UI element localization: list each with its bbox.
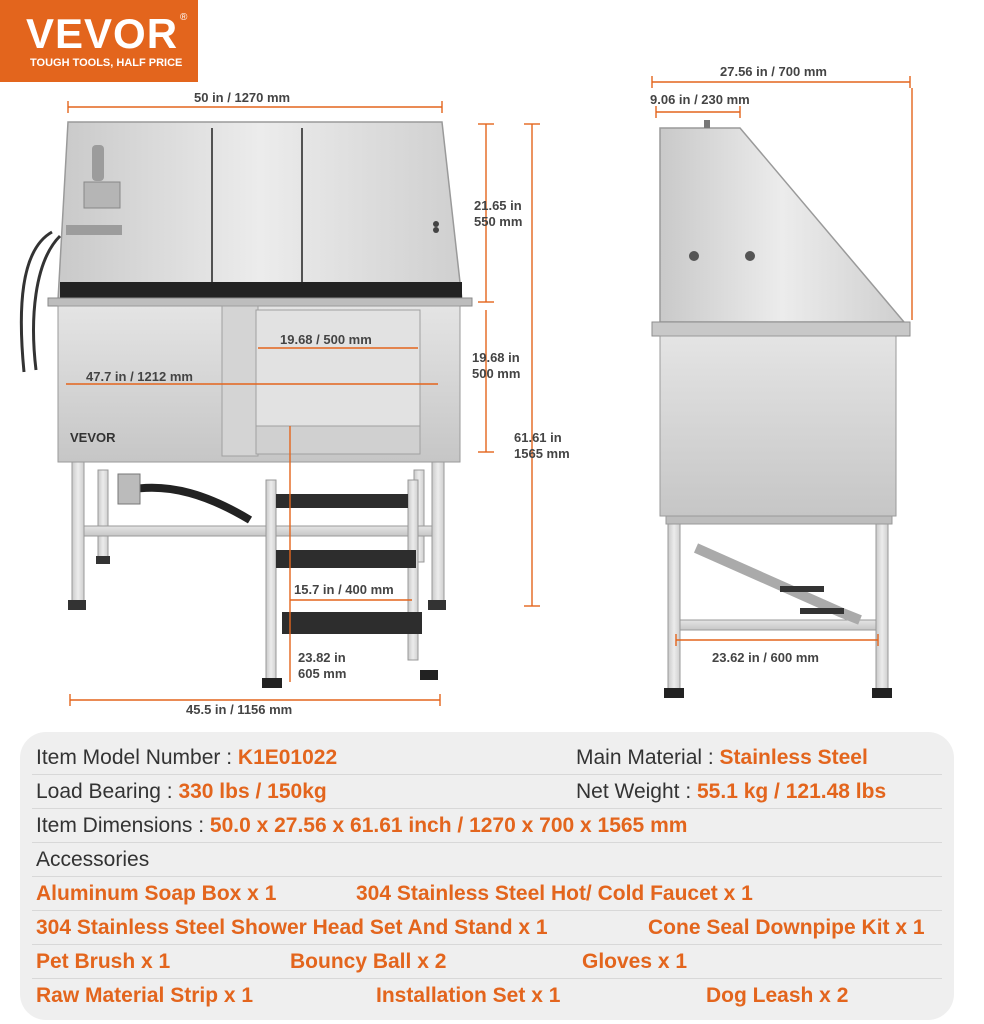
spec-dimensions-label: Item Dimensions : bbox=[36, 814, 210, 837]
dim-door-height-in: 19.68 in bbox=[472, 350, 520, 365]
spec-load-label: Load Bearing : bbox=[36, 780, 179, 803]
specs-panel bbox=[20, 732, 954, 1020]
accessory-item: Dog Leash x 2 bbox=[706, 984, 849, 1007]
spec-weight-label: Net Weight : bbox=[576, 780, 697, 803]
divider bbox=[32, 978, 942, 979]
dim-upper-height-mm: 550 mm bbox=[474, 214, 523, 229]
accessory-item: Aluminum Soap Box x 1 bbox=[36, 882, 277, 905]
spec-weight-value: 55.1 kg / 121.48 lbs bbox=[697, 780, 887, 803]
accessory-item: 304 Stainless Steel Hot/ Cold Faucet x 1 bbox=[356, 882, 753, 905]
accessories-heading: Accessories bbox=[36, 848, 150, 871]
dim-side-depth: 27.56 in / 700 mm bbox=[720, 64, 827, 79]
accessory-item: Cone Seal Downpipe Kit x 1 bbox=[648, 916, 925, 939]
dim-total-height-mm: 1565 mm bbox=[514, 446, 570, 461]
spec-material-value: Stainless Steel bbox=[719, 746, 868, 769]
divider bbox=[32, 774, 942, 775]
spec-load bbox=[36, 780, 327, 804]
divider bbox=[32, 910, 942, 911]
divider bbox=[32, 876, 942, 877]
divider bbox=[32, 808, 942, 809]
tub-panel-brand: VEVOR bbox=[70, 430, 116, 445]
dim-step-height-in: 23.82 in bbox=[298, 650, 346, 665]
dim-door-width: 19.68 / 500 mm bbox=[280, 332, 372, 347]
dim-leg-depth: 23.62 in / 600 mm bbox=[712, 650, 819, 665]
spec-model bbox=[36, 746, 337, 770]
logo-registered-mark: ® bbox=[180, 12, 188, 23]
spec-load-value: 330 lbs / 150kg bbox=[178, 780, 327, 803]
dim-base-width: 45.5 in / 1156 mm bbox=[186, 702, 293, 717]
logo-brand: VEVOR bbox=[26, 10, 179, 57]
dim-top-width: 50 in / 1270 mm bbox=[194, 90, 291, 105]
dim-total-height-in: 61.61 in bbox=[514, 430, 562, 445]
divider bbox=[32, 944, 942, 945]
spec-dimensions bbox=[36, 814, 687, 838]
divider bbox=[32, 842, 942, 843]
accessory-item: Pet Brush x 1 bbox=[36, 950, 171, 973]
dim-side-top-depth: 9.06 in / 230 mm bbox=[650, 92, 750, 107]
spec-model-label: Item Model Number : bbox=[36, 746, 238, 769]
front-view bbox=[21, 101, 540, 706]
side-view bbox=[652, 76, 912, 698]
accessory-item: Raw Material Strip x 1 bbox=[36, 984, 254, 1007]
dim-step-height-mm: 605 mm bbox=[298, 666, 347, 681]
spec-material-label: Main Material : bbox=[576, 746, 720, 769]
spec-model-value: K1E01022 bbox=[237, 746, 338, 769]
accessory-item: Gloves x 1 bbox=[582, 950, 688, 973]
dim-step-width: 15.7 in / 400 mm bbox=[294, 582, 394, 597]
dim-inner-width: 47.7 in / 1212 mm bbox=[86, 369, 193, 384]
accessory-item: Bouncy Ball x 2 bbox=[290, 950, 447, 973]
logo-tagline: TOUGH TOOLS, HALF PRICE bbox=[30, 57, 183, 69]
spec-dimensions-value: 50.0 x 27.56 x 61.61 inch / 1270 x 700 x 1565 mm bbox=[209, 814, 688, 837]
accessory-item: Installation Set x 1 bbox=[376, 984, 561, 1007]
spec-material bbox=[576, 746, 868, 770]
dim-upper-height-in: 21.65 in bbox=[474, 198, 522, 213]
accessory-item: 304 Stainless Steel Shower Head Set And Stand x 1 bbox=[36, 916, 548, 939]
spec-weight bbox=[576, 780, 886, 804]
dim-door-height-mm: 500 mm bbox=[472, 366, 521, 381]
